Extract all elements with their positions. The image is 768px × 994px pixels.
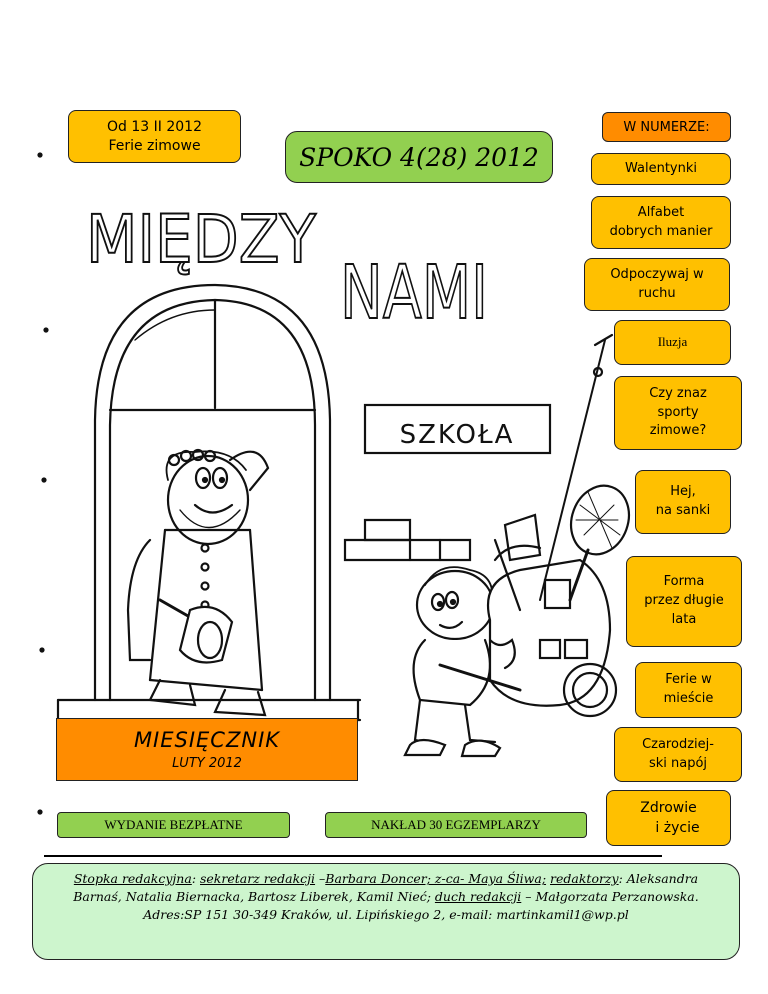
contents-item-label: Odpoczywaj w [610, 266, 704, 282]
issue-title: SPOKO 4(28) 2012 [285, 131, 553, 183]
secretary-label: sekretarz redakcji [200, 871, 316, 886]
contents-item[interactable] [606, 790, 731, 846]
contents-item-label: dobrych manier [609, 223, 713, 239]
school-sign-text: SZKOŁA [399, 420, 515, 450]
free-edition-label: WYDANIE BEZPŁATNE [57, 812, 290, 838]
contents-item[interactable] [584, 258, 730, 311]
contents-item-label: Walentynki [624, 160, 697, 176]
contents-item[interactable] [635, 470, 731, 534]
monthly-label-box [56, 718, 358, 781]
contents-item-label: Czy znaz [649, 385, 707, 401]
contents-item-label: lata [671, 611, 697, 627]
contents-item-label: sporty [657, 404, 699, 420]
holiday-line: Ferie zimowe [108, 137, 201, 154]
contents-item-label: zimowe? [649, 423, 707, 439]
circulation-label: NAKŁAD 30 EGZEMPLARZY [325, 812, 587, 838]
contents-item-label: Alfabet [637, 204, 685, 220]
contents-item-label: Ferie w [665, 672, 712, 688]
contents-item[interactable] [614, 727, 742, 782]
contents-item-label: na sanki [655, 503, 711, 518]
address: Małgorzata Perzanowska. Adres:SP 151 30-349 Kraków, ul. Lipińskiego 2, [143, 889, 699, 923]
editors-names: Aleksandra Barnaś, Natalia Biernacka, Bartosz Liberek, Kamil Nieć; [73, 871, 699, 905]
email-label: e-mail: [449, 907, 493, 923]
monthly-label: MIESIĘCZNIK [133, 728, 281, 752]
contents-item-label: i życie [655, 820, 700, 836]
contents-item-label: ski napój [648, 755, 708, 771]
contents-item-label: przez długie [644, 593, 724, 609]
contents-item-label: Iluzja [657, 334, 688, 350]
secretary-name: Barbara Doncer; z-ca- Maya Śliwa; [325, 871, 547, 886]
contents-item-label: ruchu [638, 285, 676, 301]
monthly-date: LUTY 2012 [172, 756, 242, 771]
colophon-label: Stopka redakcyjna [73, 871, 192, 886]
colophon: Stopka redakcyjna: sekretarz redakcji –Barbara Doncer; z-ca- Maya Śliwa; redaktorzy: Aleksandra Barnaś, Natalia Biernacka, Bartosz Liberek, Kamil Nieć; duch redakcji – Małgorzata Perzanowska. Adres:SP 151 30-349 Kraków, ul. Lipińskiego 2, e-mail: martinkamil1@wp.pl [32, 863, 740, 960]
date-line: Od 13 II 2012 [107, 118, 202, 135]
editors-label: redaktorzy [550, 871, 619, 886]
contents-item-label: Hej, [670, 484, 696, 500]
contents-item-label: Forma [663, 574, 705, 590]
email-address[interactable]: martinkamil1@wp.pl [496, 907, 629, 923]
contents-item-label: mieście [663, 691, 714, 706]
cover-word-nami: NAMI [340, 250, 488, 336]
spirit-label: duch redakcji [434, 889, 522, 905]
contents-item-label: Zdrowie [640, 799, 697, 816]
contents-heading: W NUMERZE: [602, 112, 731, 142]
contents-item[interactable] [614, 320, 731, 365]
contents-item[interactable] [591, 153, 731, 185]
contents-item-label: Czarodziej- [642, 736, 714, 752]
contents-item[interactable] [614, 376, 742, 450]
divider [44, 855, 662, 857]
contents-item[interactable] [635, 662, 742, 718]
contents-item[interactable] [591, 196, 731, 249]
contents-item[interactable] [626, 556, 742, 647]
cover-word-miedzy: MIĘDZY [86, 201, 317, 278]
